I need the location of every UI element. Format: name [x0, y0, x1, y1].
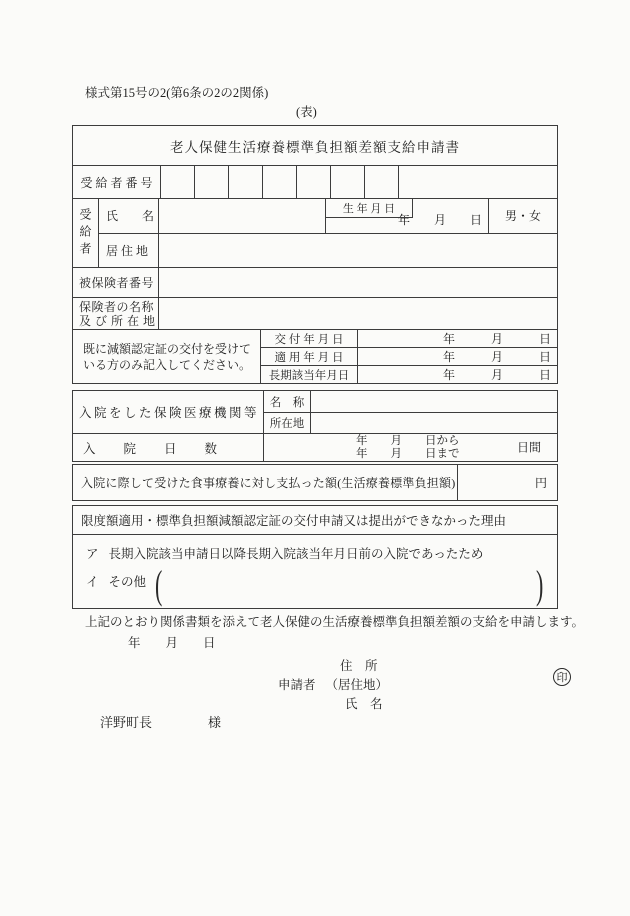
form-title: 老人保健生活療養標準負担額差額支給申請書	[170, 139, 460, 155]
cert-apply-date-value: 年 月 日	[442, 350, 551, 364]
cert-issue-date-label: 交 付 年 月 日	[261, 330, 358, 347]
residence-row	[99, 233, 557, 268]
hospital-address-label: 所在地	[264, 413, 311, 433]
item-b-text: その他	[108, 575, 147, 589]
amount-paid-table	[72, 464, 558, 501]
item-b-mark: イ	[86, 575, 99, 589]
period-to: 年 月 日まで	[356, 447, 460, 460]
recipient-number-label: 受 給 者 番 号	[73, 166, 161, 198]
reason-items	[73, 534, 557, 608]
form-number: 様式第15号の2(第6条の2の2関係)	[85, 86, 269, 100]
hospital-address-row	[264, 412, 557, 433]
reason-header: 限度額適用・標準負担額減額認定証の交付申請又は提出ができなかった理由	[81, 514, 507, 528]
hospital-table	[72, 390, 558, 462]
insured-number-label: 被保険者番号	[73, 268, 159, 297]
recipient-number-digit-box	[263, 166, 297, 198]
hospital-name-input-area	[311, 391, 557, 412]
applicant-residence-label: （居住地）	[325, 678, 389, 692]
other-reason-paren-open: (	[154, 562, 163, 607]
hospital-name-row	[264, 391, 557, 412]
residence-input-area	[159, 234, 557, 268]
name-row	[99, 199, 557, 233]
residence-label: 居 住 地	[99, 234, 159, 268]
cert-longterm-date-label: 長期該当年月日	[261, 366, 358, 383]
hospital-name-label: 名 称	[264, 391, 311, 412]
honorific: 様	[208, 715, 222, 730]
applicant-address-label: 住 所	[340, 659, 378, 673]
recipient-group-label: 受給者	[73, 199, 99, 267]
declaration-text: 上記のとおり関係書類を添えて老人保健の生活療養標準負担額差額の支給を申請します。	[85, 615, 585, 629]
cert-longterm-date-value: 年 月 日	[442, 368, 551, 382]
hospital-days-row	[73, 433, 557, 461]
cert-issue-date-row	[261, 330, 557, 347]
item-a-text: 長期入院該当申請日以降長期入院該当年月日前の入院であったため	[108, 547, 484, 561]
other-reason-paren-close: )	[535, 562, 544, 607]
reason-item-b	[86, 572, 146, 590]
reason-item-a	[86, 544, 483, 562]
birthdate-cell	[326, 199, 489, 233]
name-input-area	[159, 199, 326, 233]
hospital-address-input-area	[311, 413, 557, 433]
recipient-number-digit-box	[331, 166, 365, 198]
application-date: 年 月 日	[128, 636, 216, 650]
applicant-label: 申請者	[278, 678, 316, 692]
recipient-number-row	[73, 165, 557, 198]
addressee-line	[100, 712, 221, 731]
hospital-days-period	[264, 434, 557, 461]
applicant-name-label: 氏 名	[345, 697, 383, 711]
seal-stamp-icon: 印	[553, 668, 571, 686]
cert-apply-date-label: 適 用 年 月 日	[261, 348, 358, 365]
period-from: 年 月 日から	[356, 434, 460, 447]
hospital-days-label: 入 院 日 数	[73, 434, 264, 461]
birthdate-box-label: 生 年 月 日	[326, 199, 413, 218]
birthdate-fields: 年 月 日	[397, 212, 482, 227]
item-a-mark: ア	[86, 547, 99, 561]
certificate-section	[73, 329, 557, 383]
insurer-input-area	[159, 298, 557, 329]
hospital-row	[73, 391, 557, 433]
recipient-number-digit-box	[161, 166, 195, 198]
name-label: 氏 名	[99, 199, 159, 233]
recipient-number-boxes	[161, 166, 557, 198]
recipient-detail-row	[73, 198, 557, 267]
insured-number-input-area	[159, 268, 557, 297]
recipient-number-digit-box	[297, 166, 331, 198]
amount-paid-label: 入院に際して受けた食事療養に対し支払った額(生活療養標準負担額)	[73, 465, 458, 500]
gender-options: 男・女	[504, 209, 541, 224]
days-unit: 日間	[516, 440, 541, 454]
cert-longterm-date-row	[261, 365, 557, 383]
recipient-number-digit-box	[195, 166, 229, 198]
mayor-name: 洋野町長	[100, 715, 153, 730]
cert-issue-date-value: 年 月 日	[442, 332, 551, 346]
insured-number-row	[73, 267, 557, 297]
side-indicator: (表)	[296, 105, 317, 119]
hospital-label: 入院をした保険医療機関等	[73, 391, 264, 433]
recipient-number-digit-box	[365, 166, 399, 198]
amount-unit: 円	[534, 476, 547, 490]
reason-table	[72, 505, 558, 609]
insurer-row	[73, 297, 557, 329]
insurer-label: 保険者の名称 及 び 所 在 地	[73, 298, 159, 329]
applicant-info-table	[72, 125, 558, 384]
recipient-number-digit-box	[229, 166, 263, 198]
certificate-note: 既に減額認定証の交付を受けて いる方のみ記入してください。	[73, 330, 261, 383]
applicant-line	[278, 675, 388, 693]
cert-apply-date-row	[261, 347, 557, 365]
